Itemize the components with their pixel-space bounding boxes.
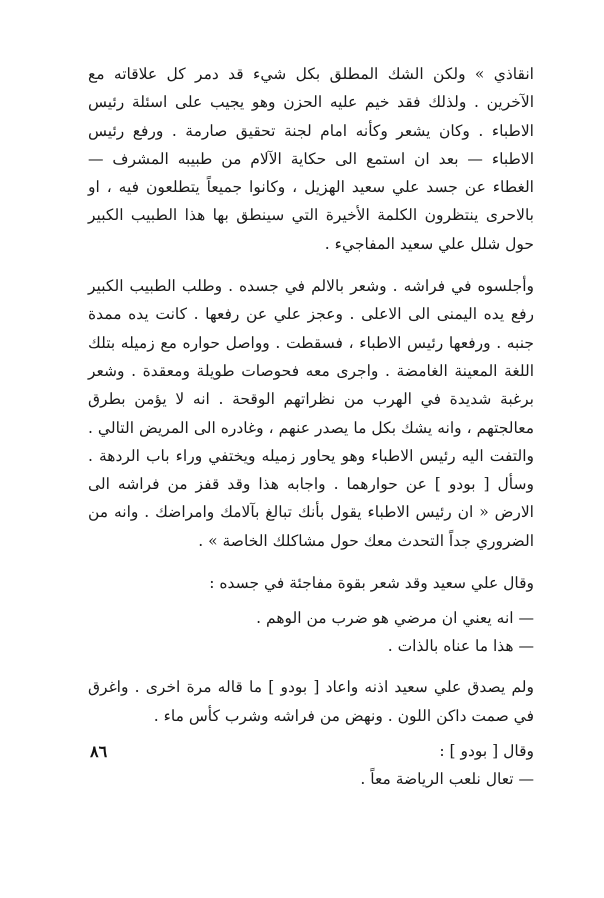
paragraph-3: وقال علي سعيد وقد شعر بقوة مفاجئة في جسده :: [209, 574, 534, 593]
paragraph-1: انقاذي » ولكن الشك المطلق بكل شيء قد دمر كل علاقاته مع الآخرين . ولذلك فقد خيم عليه الحزن وهو يجيب على اسئلة رئيس الاطباء . وكان يشعر وكأنه امام لجنة تحقيق صارمة . ورفع رئيس الاطباء — بعد ان استمع الى حكاية الآلام من طبيبه المشرف — الغطاء عن جسد علي سعيد الهزيل ، وكانوا جميعاً يتطلعون فيه ، او بالاحرى ينتظرون الكلمة الأخيرة التي سينطق بها هذا الطبيب الكبير حول شلل علي سعيد المفاجيء .: [88, 65, 534, 253]
dialogue-line-3: — تعال نلعب الرياضة معاً .: [360, 769, 534, 788]
dialogue-line-1: — انه يعني ان مرضي هو ضرب من الوهم .: [256, 609, 534, 628]
paragraph-4: ولم يصدق علي سعيد اذنه واعاد [ بودو ] ما قاله مرة اخرى . واغرق في صمت داكن اللون . ونهض من فراشه وشرب كأس ماء .: [88, 678, 534, 725]
paragraph-5: وقال [ بودو ] :: [439, 741, 534, 760]
paragraph-2: وأجلسوه في فراشه . وشعر بالالم في جسده . وطلب الطبيب الكبير رفع يده اليمنى الى الاعلى . وعجز علي عن رفعها . كانت يده ممدة جنبه . ورفعها رئيس الاطباء ، فسقطت . وواصل حواره مع زميله بتلك اللغة المعينة الغامضة . واجرى معه فحوصات طويلة ومعقدة . وشعر برغبة شديدة في الهرب من نظراتهم الوقحة . انه لا يؤمن بطرق معالجتهم ، وانه يشك بكل ما يصدر عنهم ، وغادره الى المريض التالي . والتفت اليه رئيس الاطباء وهو يحاور زميله ويختفي وراء باب الردهة . وسأل [ بودو ] عن حوارهما . واجابه هذا وقد قفز من فراشه الى الارض « ان رئيس الاطباء يقول بأنك تبالغ بآلامك وامراضك . وانه من الضروري جداً التحدث معك حول مشاكلك الخاصة » .: [88, 277, 534, 550]
body-text: [88, 60, 534, 792]
dialogue-line-2: — هذا ما عناه بالذات .: [387, 637, 534, 656]
page-number: ٨٦: [90, 742, 108, 761]
